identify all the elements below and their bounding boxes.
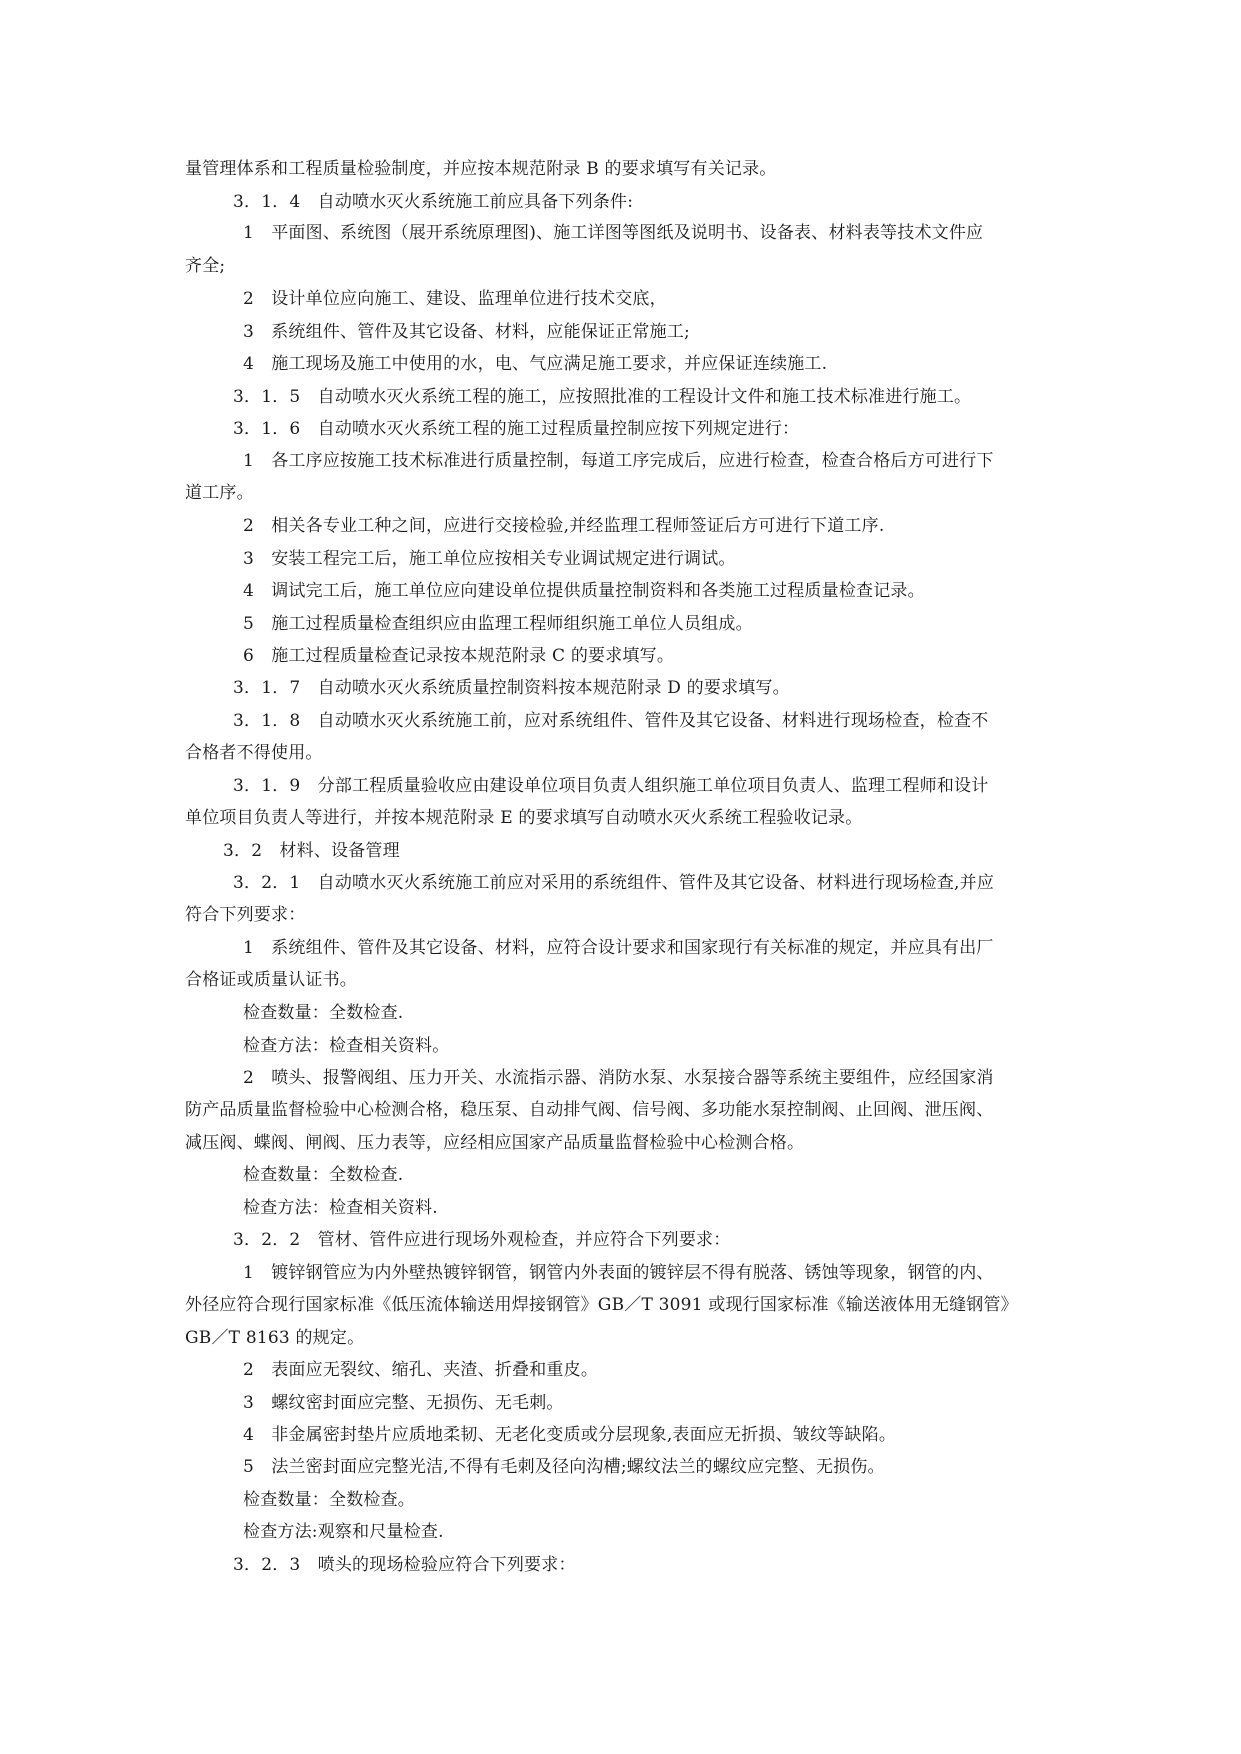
clause-heading: 3．1．7 自动喷水灭火系统质量控制资料按本规范附录 D 的要求填写。 (233, 678, 790, 698)
text-line: 3 螺纹密封面应完整、无损伤、无毛刺。 (243, 1393, 564, 1413)
text-line: 6 施工过程质量检查记录按本规范附录 C 的要求填写。 (243, 646, 675, 666)
text-line: 减压阀、蝶阀、闸阀、压力表等，应经相应国家产品质量监督检验中心检测合格。 (185, 1133, 805, 1153)
text-line: 防产品质量监督检验中心检测合格，稳压泵、自动排气阀、信号阀、多功能水泵控制阀、止回阀、泄压阀、 (185, 1100, 994, 1120)
text-line: 4 调试完工后，施工单位应向建设单位提供质量控制资料和各类施工过程质量检查记录。 (243, 581, 925, 601)
clause-heading: 3．1．5 自动喷水灭火系统工程的施工，应按照批准的工程设计文件和施工技术标准进行施工。 (233, 387, 972, 407)
clause-heading: 3．2．1 自动喷水灭火系统施工前应对采用的系统组件、管件及其它设备、材料进行现场检查,并应 (233, 873, 995, 893)
clause-heading: 3．1．8 自动喷水灭火系统施工前，应对系统组件、管件及其它设备、材料进行现场检查，检查不 (233, 711, 989, 731)
clause-heading: 3．2．3 喷头的现场检验应符合下列要求： (233, 1555, 576, 1575)
section-heading: 3．2 材料、设备管理 (223, 841, 400, 861)
text-line: 1 系统组件、管件及其它设备、材料，应符合设计要求和国家现行有关标准的规定，并应具有出厂 (243, 938, 994, 958)
check-quantity: 检查数量：全数检查. (243, 1165, 404, 1185)
text-line: 符合下列要求： (185, 905, 306, 925)
text-line: GB／T 8163 的规定。 (185, 1328, 365, 1348)
check-quantity: 检查数量：全数检查。 (243, 1490, 415, 1510)
clause-heading: 3．1．9 分部工程质量验收应由建设单位项目负责人组织施工单位项目负责人、监理工程师和设计 (233, 776, 989, 796)
text-line: 2 设计单位应向施工、建设、监理单位进行技术交底， (243, 289, 667, 309)
text-line: 4 非金属密封垫片应质地柔韧、无老化变质或分层现象,表面应无折损、皱纹等缺陷。 (243, 1425, 897, 1445)
text-line: 道工序。 (185, 483, 254, 503)
clause-heading: 3．2．2 管材、管件应进行现场外观检查，并应符合下列要求： (233, 1230, 731, 1250)
text-line: 1 平面图、系统图（展开系统原理图)、施工详图等图纸及说明书、设备表、材料表等技术文件应 (243, 223, 984, 243)
text-line: 3 安装工程完工后，施工单位应按相关专业调试规定进行调试。 (243, 549, 736, 569)
check-quantity: 检查数量：全数检查. (243, 1003, 404, 1023)
clause-heading: 3．1．4 自动喷水灭火系统施工前应具备下列条件: (233, 192, 634, 212)
check-method: 检查方法：检查相关资料. (243, 1198, 438, 1218)
text-line: 合格证或质量认证书。 (185, 970, 357, 990)
clause-heading: 3．1．6 自动喷水灭火系统工程的施工过程质量控制应按下列规定进行： (233, 419, 800, 439)
text-line: 合格者不得使用。 (185, 743, 323, 763)
text-line: 外径应符合现行国家标准《低压流体输送用焊接钢管》GB／T 3091 或现行国家标准《输送液体用无缝钢管》 (185, 1295, 1018, 1315)
text-line: 2 表面应无裂纹、缩孔、夹渣、折叠和重皮。 (243, 1360, 599, 1380)
text-line: 4 施工现场及施工中使用的水，电、气应满足施工要求，并应保证连续施工. (243, 354, 828, 374)
text-line: 齐全; (185, 256, 226, 276)
check-method: 检查方法：检查相关资料。 (243, 1036, 450, 1056)
text-line: 2 喷头、报警阀组、压力开关、水流指示器、消防水泵、水泵接合器等系统主要组件，应经国家消 (243, 1068, 994, 1088)
text-line: 5 法兰密封面应完整光洁,不得有毛刺及径向沟槽;螺纹法兰的螺纹应完整、无损伤。 (243, 1457, 885, 1477)
text-line: 1 镀锌钢管应为内外壁热镀锌钢管，钢管内外表面的镀锌层不得有脱落、锈蚀等现象，钢管的内、 (243, 1263, 994, 1283)
text-line: 单位项目负责人等进行，并按本规范附录 E 的要求填写自动喷水灭火系统工程验收记录。 (185, 808, 863, 828)
text-line: 1 各工序应按施工技术标准进行质量控制，每道工序完成后，应进行检查，检查合格后方可进行下 (243, 451, 994, 471)
text-line: 5 施工过程质量检查组织应由监理工程师组织施工单位人员组成。 (243, 614, 753, 634)
check-method: 检查方法:观察和尺量检查. (243, 1522, 444, 1542)
text-line: 3 系统组件、管件及其它设备、材料，应能保证正常施工; (243, 322, 690, 342)
text-line: 量管理体系和工程质量检验制度，并应按本规范附录 B 的要求填写有关记录。 (185, 159, 777, 179)
text-line: 2 相关各专业工种之间，应进行交接检验,并经监理工程师签证后方可进行下道工序. (243, 516, 885, 536)
